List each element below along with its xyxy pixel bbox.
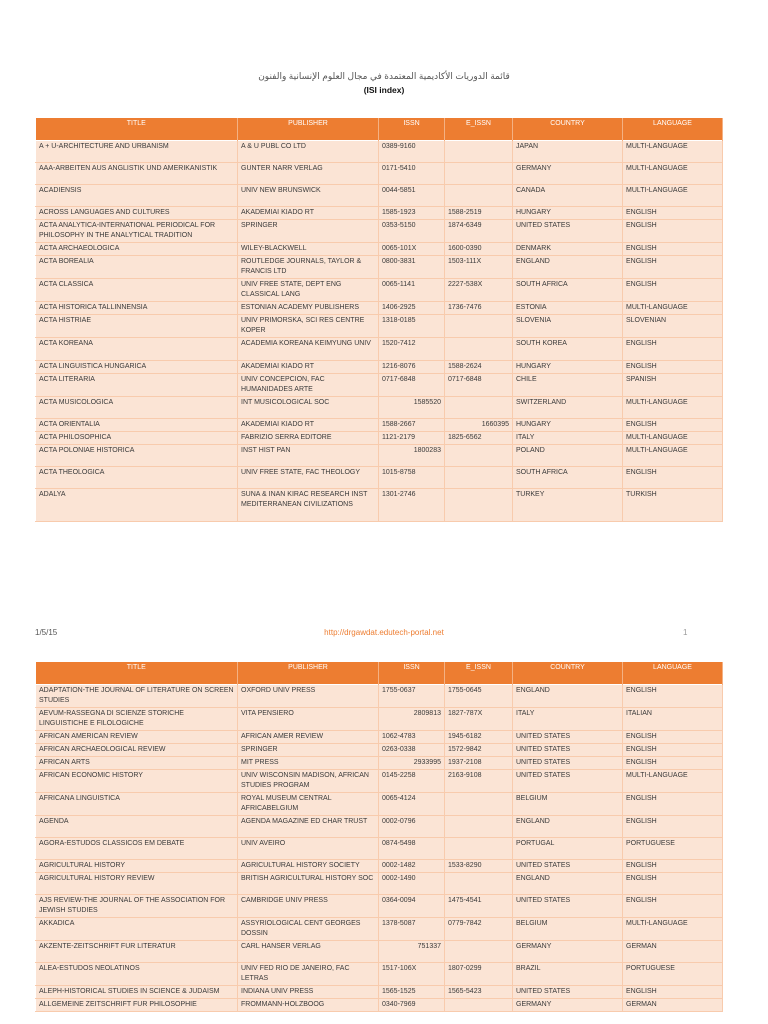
col-publisher-cell: ASSYRIOLOGICAL CENT GEORGES DOSSIN [238, 918, 379, 941]
col-language-cell: MULTI-LANGUAGE [623, 141, 723, 163]
col-issn-cell: 0717-6848 [379, 374, 445, 397]
col-title-cell: ACTA BOREALIA [36, 256, 238, 279]
col-country-cell: UNITED STATES [513, 860, 623, 873]
col-issn-cell: 751337 [379, 941, 445, 963]
col-eissn-cell [445, 941, 513, 963]
table-row [36, 445, 723, 467]
col-issn-cell: 1588-2667 [379, 419, 445, 432]
col-language-cell: ENGLISH [623, 873, 723, 895]
col-issn-cell: 1216-8076 [379, 361, 445, 374]
col-title-cell: ACTA ARCHAEOLOGICA [36, 243, 238, 256]
col-issn-cell: 0389-9160 [379, 141, 445, 163]
table-row [36, 279, 723, 302]
col-publisher-cell: UNIV FED RIO DE JANEIRO, FAC LETRAS [238, 963, 379, 986]
col-language-cell: ENGLISH [623, 685, 723, 708]
col-title-cell: AKKADICA [36, 918, 238, 941]
table-header-row [36, 662, 723, 685]
col-publisher-cell: ROYAL MUSEUM CENTRAL AFRICABELGIUM [238, 793, 379, 816]
col-language-cell: MULTI-LANGUAGE [623, 397, 723, 419]
col-language-header: LANGUAGE [623, 118, 723, 141]
col-issn-cell: 1800283 [379, 445, 445, 467]
table-row [36, 419, 723, 432]
table-row [36, 256, 723, 279]
col-title-cell: ACTA KOREANA [36, 338, 238, 361]
col-publisher-cell: INDIANA UNIV PRESS [238, 986, 379, 999]
col-issn-cell: 0044-5851 [379, 185, 445, 207]
col-title-cell: ACTA HISTRIAE [36, 315, 238, 338]
col-title-cell: AFRICANA LINGUISTICA [36, 793, 238, 816]
col-language-cell: PORTUGUESE [623, 963, 723, 986]
col-language-cell: MULTI-LANGUAGE [623, 432, 723, 445]
col-publisher-cell: UNIV CONCEPCION, FAC HUMANIDADES ARTE [238, 374, 379, 397]
col-country-header: COUNTRY [513, 662, 623, 685]
col-issn-cell: 0065-4124 [379, 793, 445, 816]
col-language-cell: ENGLISH [623, 279, 723, 302]
col-eissn-cell: 1874-6349 [445, 220, 513, 243]
col-issn-cell: 1121-2179 [379, 432, 445, 445]
table-row [36, 302, 723, 315]
col-country-cell: ENGLAND [513, 256, 623, 279]
col-language-cell: MULTI-LANGUAGE [623, 302, 723, 315]
table-row [36, 757, 723, 770]
col-language-cell: PORTUGUESE [623, 838, 723, 860]
col-language-cell: ENGLISH [623, 757, 723, 770]
col-publisher-cell: MIT PRESS [238, 757, 379, 770]
col-issn-cell: 0002-0796 [379, 816, 445, 838]
col-issn-header: ISSN [379, 118, 445, 141]
col-publisher-cell: FABRIZIO SERRA EDITORE [238, 432, 379, 445]
col-title-cell: ACTA THEOLOGICA [36, 467, 238, 489]
col-country-cell: ESTONIA [513, 302, 623, 315]
col-title-cell: AFRICAN ARCHAEOLOGICAL REVIEW [36, 744, 238, 757]
table-row [36, 770, 723, 793]
col-issn-cell: 0002-1490 [379, 873, 445, 895]
col-title-cell: ACTA LITERARIA [36, 374, 238, 397]
table-body [36, 685, 723, 1012]
col-language-cell: ENGLISH [623, 816, 723, 838]
isi-index-subtitle: (ISI index) [363, 85, 405, 95]
arabic-title: قائمة الدوريات الأكاديمية المعتمدة في مجال العلوم الإنسانية والفنون [258, 71, 510, 81]
col-issn-cell: 0065-101X [379, 243, 445, 256]
table-row [36, 397, 723, 419]
col-country-cell: BELGIUM [513, 793, 623, 816]
col-issn-cell: 2809813 [379, 708, 445, 731]
col-country-cell: BELGIUM [513, 918, 623, 941]
col-title-header: TITLE [36, 662, 238, 685]
col-eissn-cell [445, 999, 513, 1012]
col-language-cell: ITALIAN [623, 708, 723, 731]
col-publisher-cell: ROUTLEDGE JOURNALS, TAYLOR & FRANCIS LTD [238, 256, 379, 279]
col-issn-cell: 0353-5150 [379, 220, 445, 243]
col-issn-cell: 1517-106X [379, 963, 445, 986]
table-row [36, 963, 723, 986]
table-body [36, 141, 723, 522]
col-title-cell: ACTA ANALYTICA-INTERNATIONAL PERIODICAL FOR PHILOSOPHY IN THE ANALYTICAL TRADITION [36, 220, 238, 243]
col-issn-cell: 0002-1482 [379, 860, 445, 873]
col-eissn-header: E_ISSN [445, 662, 513, 685]
col-language-cell: MULTI-LANGUAGE [623, 185, 723, 207]
col-publisher-cell: INT MUSICOLOGICAL SOC [238, 397, 379, 419]
col-language-cell: MULTI-LANGUAGE [623, 163, 723, 185]
col-publisher-cell: ACADEMIA KOREANA KEIMYUNG UNIV [238, 338, 379, 361]
col-issn-cell: 0065-1141 [379, 279, 445, 302]
col-eissn-cell [445, 397, 513, 419]
col-language-cell: MULTI-LANGUAGE [623, 445, 723, 467]
col-publisher-cell: OXFORD UNIV PRESS [238, 685, 379, 708]
col-title-cell: ALLGEMEINE ZEITSCHRIFT FUR PHILOSOPHIE [36, 999, 238, 1012]
col-language-cell: ENGLISH [623, 361, 723, 374]
table-row [36, 315, 723, 338]
col-eissn-cell [445, 467, 513, 489]
col-language-cell: ENGLISH [623, 731, 723, 744]
col-language-cell: ENGLISH [623, 256, 723, 279]
col-eissn-cell [445, 793, 513, 816]
col-language-cell: MULTI-LANGUAGE [623, 918, 723, 941]
table-row [36, 873, 723, 895]
col-country-cell: UNITED STATES [513, 895, 623, 918]
col-title-cell: ACTA ORIENTALIA [36, 419, 238, 432]
col-issn-cell: 1755-0637 [379, 685, 445, 708]
col-country-cell: UNITED STATES [513, 744, 623, 757]
col-title-cell: AFRICAN AMERICAN REVIEW [36, 731, 238, 744]
col-eissn-cell: 1588-2519 [445, 207, 513, 220]
col-language-cell: ENGLISH [623, 243, 723, 256]
table-row [36, 744, 723, 757]
table-row [36, 163, 723, 185]
col-country-cell: SWITZERLAND [513, 397, 623, 419]
col-eissn-cell: 2227-538X [445, 279, 513, 302]
col-title-header: TITLE [36, 118, 238, 141]
col-country-cell: UNITED STATES [513, 757, 623, 770]
col-language-cell: ENGLISH [623, 338, 723, 361]
table-row [36, 986, 723, 999]
col-issn-cell: 0800-3831 [379, 256, 445, 279]
table-row [36, 941, 723, 963]
col-publisher-cell: UNIV AVEIRO [238, 838, 379, 860]
col-language-cell: ENGLISH [623, 793, 723, 816]
col-language-cell: ENGLISH [623, 220, 723, 243]
col-language-cell: ENGLISH [623, 860, 723, 873]
col-publisher-cell: INST HIST PAN [238, 445, 379, 467]
table-row [36, 731, 723, 744]
col-title-cell: ACROSS LANGUAGES AND CULTURES [36, 207, 238, 220]
col-country-cell: JAPAN [513, 141, 623, 163]
col-issn-cell: 1520-7412 [379, 338, 445, 361]
col-eissn-cell: 1827-787X [445, 708, 513, 731]
col-language-header: LANGUAGE [623, 662, 723, 685]
table-row [36, 243, 723, 256]
col-country-cell: TURKEY [513, 489, 623, 522]
col-publisher-cell: ESTONIAN ACADEMY PUBLISHERS [238, 302, 379, 315]
col-title-cell: AKZENTE-ZEITSCHRIFT FUR LITERATUR [36, 941, 238, 963]
table-row [36, 838, 723, 860]
journal-table-page-1 [35, 118, 723, 522]
col-country-cell: SOUTH AFRICA [513, 467, 623, 489]
col-country-cell: HUNGARY [513, 419, 623, 432]
col-title-cell: ACADIENSIS [36, 185, 238, 207]
col-title-cell: ADALYA [36, 489, 238, 522]
col-language-cell: ENGLISH [623, 419, 723, 432]
col-issn-cell: 1585-1923 [379, 207, 445, 220]
col-eissn-cell: 1825-6562 [445, 432, 513, 445]
col-language-cell: ENGLISH [623, 467, 723, 489]
col-country-cell: CHILE [513, 374, 623, 397]
col-issn-cell: 1318-0185 [379, 315, 445, 338]
col-publisher-cell: WILEY-BLACKWELL [238, 243, 379, 256]
col-publisher-cell: BRITISH AGRICULTURAL HISTORY SOC [238, 873, 379, 895]
col-title-cell: ACTA CLASSICA [36, 279, 238, 302]
col-country-cell: ENGLAND [513, 816, 623, 838]
col-eissn-cell: 0717-6848 [445, 374, 513, 397]
col-language-cell: ENGLISH [623, 986, 723, 999]
col-issn-cell: 0145-2258 [379, 770, 445, 793]
col-title-cell: A + U-ARCHITECTURE AND URBANISM [36, 141, 238, 163]
col-publisher-cell: UNIV PRIMORSKA, SCI RES CENTRE KOPER [238, 315, 379, 338]
col-country-cell: UNITED STATES [513, 770, 623, 793]
col-issn-header: ISSN [379, 662, 445, 685]
col-country-cell: HUNGARY [513, 207, 623, 220]
col-title-cell: ADAPTATION-THE JOURNAL OF LITERATURE ON SCREEN STUDIES [36, 685, 238, 708]
col-title-cell: AAA-ARBEITEN AUS ANGLISTIK UND AMERIKANISTIK [36, 163, 238, 185]
col-country-cell: DENMARK [513, 243, 623, 256]
col-eissn-header: E_ISSN [445, 118, 513, 141]
col-language-cell: GERMAN [623, 999, 723, 1012]
col-title-cell: ACTA HISTORICA TALLINNENSIA [36, 302, 238, 315]
col-country-cell: SOUTH KOREA [513, 338, 623, 361]
table-row [36, 467, 723, 489]
col-country-cell: PORTUGAL [513, 838, 623, 860]
col-publisher-cell: SPRINGER [238, 220, 379, 243]
col-eissn-cell [445, 185, 513, 207]
col-publisher-cell: AKADEMIAI KIADO RT [238, 419, 379, 432]
col-issn-cell: 1585520 [379, 397, 445, 419]
col-country-cell: HUNGARY [513, 361, 623, 374]
col-publisher-cell: GUNTER NARR VERLAG [238, 163, 379, 185]
col-title-cell: ACTA MUSICOLOGICA [36, 397, 238, 419]
col-publisher-cell: AKADEMIAI KIADO RT [238, 207, 379, 220]
col-title-cell: ACTA LINGUISTICA HUNGARICA [36, 361, 238, 374]
document-header [0, 70, 768, 97]
col-publisher-header: PUBLISHER [238, 118, 379, 141]
col-title-cell: ALEPH-HISTORICAL STUDIES IN SCIENCE & JUDAISM [36, 986, 238, 999]
col-eissn-cell: 1755-0645 [445, 685, 513, 708]
journal-table-page-2 [35, 662, 723, 1012]
table-row [36, 374, 723, 397]
col-publisher-cell: AFRICAN AMER REVIEW [238, 731, 379, 744]
col-country-cell: UNITED STATES [513, 220, 623, 243]
col-publisher-cell: FROMMANN-HOLZBOOG [238, 999, 379, 1012]
col-eissn-cell: 1937-2108 [445, 757, 513, 770]
col-title-cell: AGRICULTURAL HISTORY [36, 860, 238, 873]
col-eissn-cell [445, 816, 513, 838]
col-eissn-cell: 1565-5423 [445, 986, 513, 999]
col-issn-cell: 0874-5498 [379, 838, 445, 860]
col-eissn-cell: 1600-0390 [445, 243, 513, 256]
col-issn-cell: 0340-7969 [379, 999, 445, 1012]
col-eissn-cell: 1807-0299 [445, 963, 513, 986]
col-title-cell: AGORA-ESTUDOS CLASSICOS EM DEBATE [36, 838, 238, 860]
col-title-cell: ACTA POLONIAE HISTORICA [36, 445, 238, 467]
col-title-cell: AFRICAN ARTS [36, 757, 238, 770]
col-language-cell: MULTI-LANGUAGE [623, 770, 723, 793]
col-language-cell: SPANISH [623, 374, 723, 397]
col-eissn-cell [445, 838, 513, 860]
col-language-cell: TURKISH [623, 489, 723, 522]
col-eissn-cell [445, 489, 513, 522]
col-publisher-cell: AGENDA MAGAZINE ED CHAR TRUST [238, 816, 379, 838]
col-issn-cell: 1301-2746 [379, 489, 445, 522]
col-country-header: COUNTRY [513, 118, 623, 141]
col-publisher-cell: AGRICULTURAL HISTORY SOCIETY [238, 860, 379, 873]
col-country-cell: UNITED STATES [513, 731, 623, 744]
col-eissn-cell: 2163-9108 [445, 770, 513, 793]
table-row [36, 185, 723, 207]
col-eissn-cell: 0779-7842 [445, 918, 513, 941]
table-row [36, 207, 723, 220]
col-country-cell: CANADA [513, 185, 623, 207]
col-country-cell: SOUTH AFRICA [513, 279, 623, 302]
col-eissn-cell [445, 873, 513, 895]
col-country-cell: UNITED STATES [513, 986, 623, 999]
table-row [36, 489, 723, 522]
col-country-cell: BRAZIL [513, 963, 623, 986]
col-language-cell: ENGLISH [623, 895, 723, 918]
col-eissn-cell [445, 338, 513, 361]
col-eissn-cell: 1945-6182 [445, 731, 513, 744]
col-title-cell: AFRICAN ECONOMIC HISTORY [36, 770, 238, 793]
col-country-cell: GERMANY [513, 941, 623, 963]
col-issn-cell: 1062-4783 [379, 731, 445, 744]
table-row [36, 708, 723, 731]
col-eissn-cell: 1588-2624 [445, 361, 513, 374]
col-title-cell: AGRICULTURAL HISTORY REVIEW [36, 873, 238, 895]
col-publisher-cell: UNIV NEW BRUNSWICK [238, 185, 379, 207]
col-issn-cell: 1015-8758 [379, 467, 445, 489]
col-publisher-cell: UNIV FREE STATE, FAC THEOLOGY [238, 467, 379, 489]
table-row [36, 816, 723, 838]
col-publisher-cell: UNIV WISCONSIN MADISON, AFRICAN STUDIES PROGRAM [238, 770, 379, 793]
col-country-cell: ENGLAND [513, 873, 623, 895]
col-eissn-cell: 1660395 [445, 419, 513, 432]
col-publisher-cell: UNIV FREE STATE, DEPT ENG CLASSICAL LANG [238, 279, 379, 302]
col-eissn-cell: 1533-8290 [445, 860, 513, 873]
col-publisher-cell: AKADEMIAI KIADO RT [238, 361, 379, 374]
footer-url-link[interactable]: http://drgawdat.edutech-portal.net [324, 628, 444, 637]
col-eissn-cell: 1572-9842 [445, 744, 513, 757]
col-language-cell: GERMAN [623, 941, 723, 963]
col-publisher-cell: A & U PUBL CO LTD [238, 141, 379, 163]
table-row [36, 141, 723, 163]
table-row [36, 685, 723, 708]
col-country-cell: GERMANY [513, 999, 623, 1012]
col-title-cell: AEVUM-RASSEGNA DI SCIENZE STORICHE LINGUISTICHE E FILOLOGICHE [36, 708, 238, 731]
footer-date: 1/5/15 [35, 628, 58, 637]
table-row [36, 793, 723, 816]
table-row [36, 432, 723, 445]
col-issn-cell: 1406-2925 [379, 302, 445, 315]
col-issn-cell: 0171-5410 [379, 163, 445, 185]
col-country-cell: SLOVENIA [513, 315, 623, 338]
col-language-cell: ENGLISH [623, 744, 723, 757]
col-language-cell: SLOVENIAN [623, 315, 723, 338]
table-row [36, 860, 723, 873]
col-country-cell: GERMANY [513, 163, 623, 185]
col-publisher-cell: SPRINGER [238, 744, 379, 757]
col-issn-cell: 0364-0094 [379, 895, 445, 918]
col-country-cell: ITALY [513, 432, 623, 445]
col-issn-cell: 1565-1525 [379, 986, 445, 999]
col-country-cell: POLAND [513, 445, 623, 467]
col-title-cell: ALEA-ESTUDOS NEOLATINOS [36, 963, 238, 986]
table-row [36, 918, 723, 941]
table-row [36, 338, 723, 361]
col-publisher-header: PUBLISHER [238, 662, 379, 685]
table-row [36, 220, 723, 243]
col-country-cell: ITALY [513, 708, 623, 731]
col-eissn-cell: 1503-111X [445, 256, 513, 279]
col-eissn-cell: 1736-7476 [445, 302, 513, 315]
table-row [36, 999, 723, 1012]
col-issn-cell: 1378-5087 [379, 918, 445, 941]
col-issn-cell: 2933995 [379, 757, 445, 770]
table-header-row [36, 118, 723, 141]
footer-page-number: 1 [683, 628, 688, 637]
col-title-cell: AGENDA [36, 816, 238, 838]
col-issn-cell: 0263-0338 [379, 744, 445, 757]
col-publisher-cell: CARL HANSER VERLAG [238, 941, 379, 963]
col-title-cell: AJS REVIEW-THE JOURNAL OF THE ASSOCIATION FOR JEWISH STUDIES [36, 895, 238, 918]
col-publisher-cell: CAMBRIDGE UNIV PRESS [238, 895, 379, 918]
col-publisher-cell: SUNA & INAN KIRAC RESEARCH INST MEDITERRANEAN CIVILIZATIONS [238, 489, 379, 522]
col-eissn-cell: 1475-4541 [445, 895, 513, 918]
col-eissn-cell [445, 315, 513, 338]
col-eissn-cell [445, 141, 513, 163]
col-eissn-cell [445, 445, 513, 467]
table-row [36, 895, 723, 918]
col-language-cell: ENGLISH [623, 207, 723, 220]
table-row [36, 361, 723, 374]
col-country-cell: ENGLAND [513, 685, 623, 708]
col-publisher-cell: VITA PENSIERO [238, 708, 379, 731]
col-eissn-cell [445, 163, 513, 185]
col-title-cell: ACTA PHILOSOPHICA [36, 432, 238, 445]
